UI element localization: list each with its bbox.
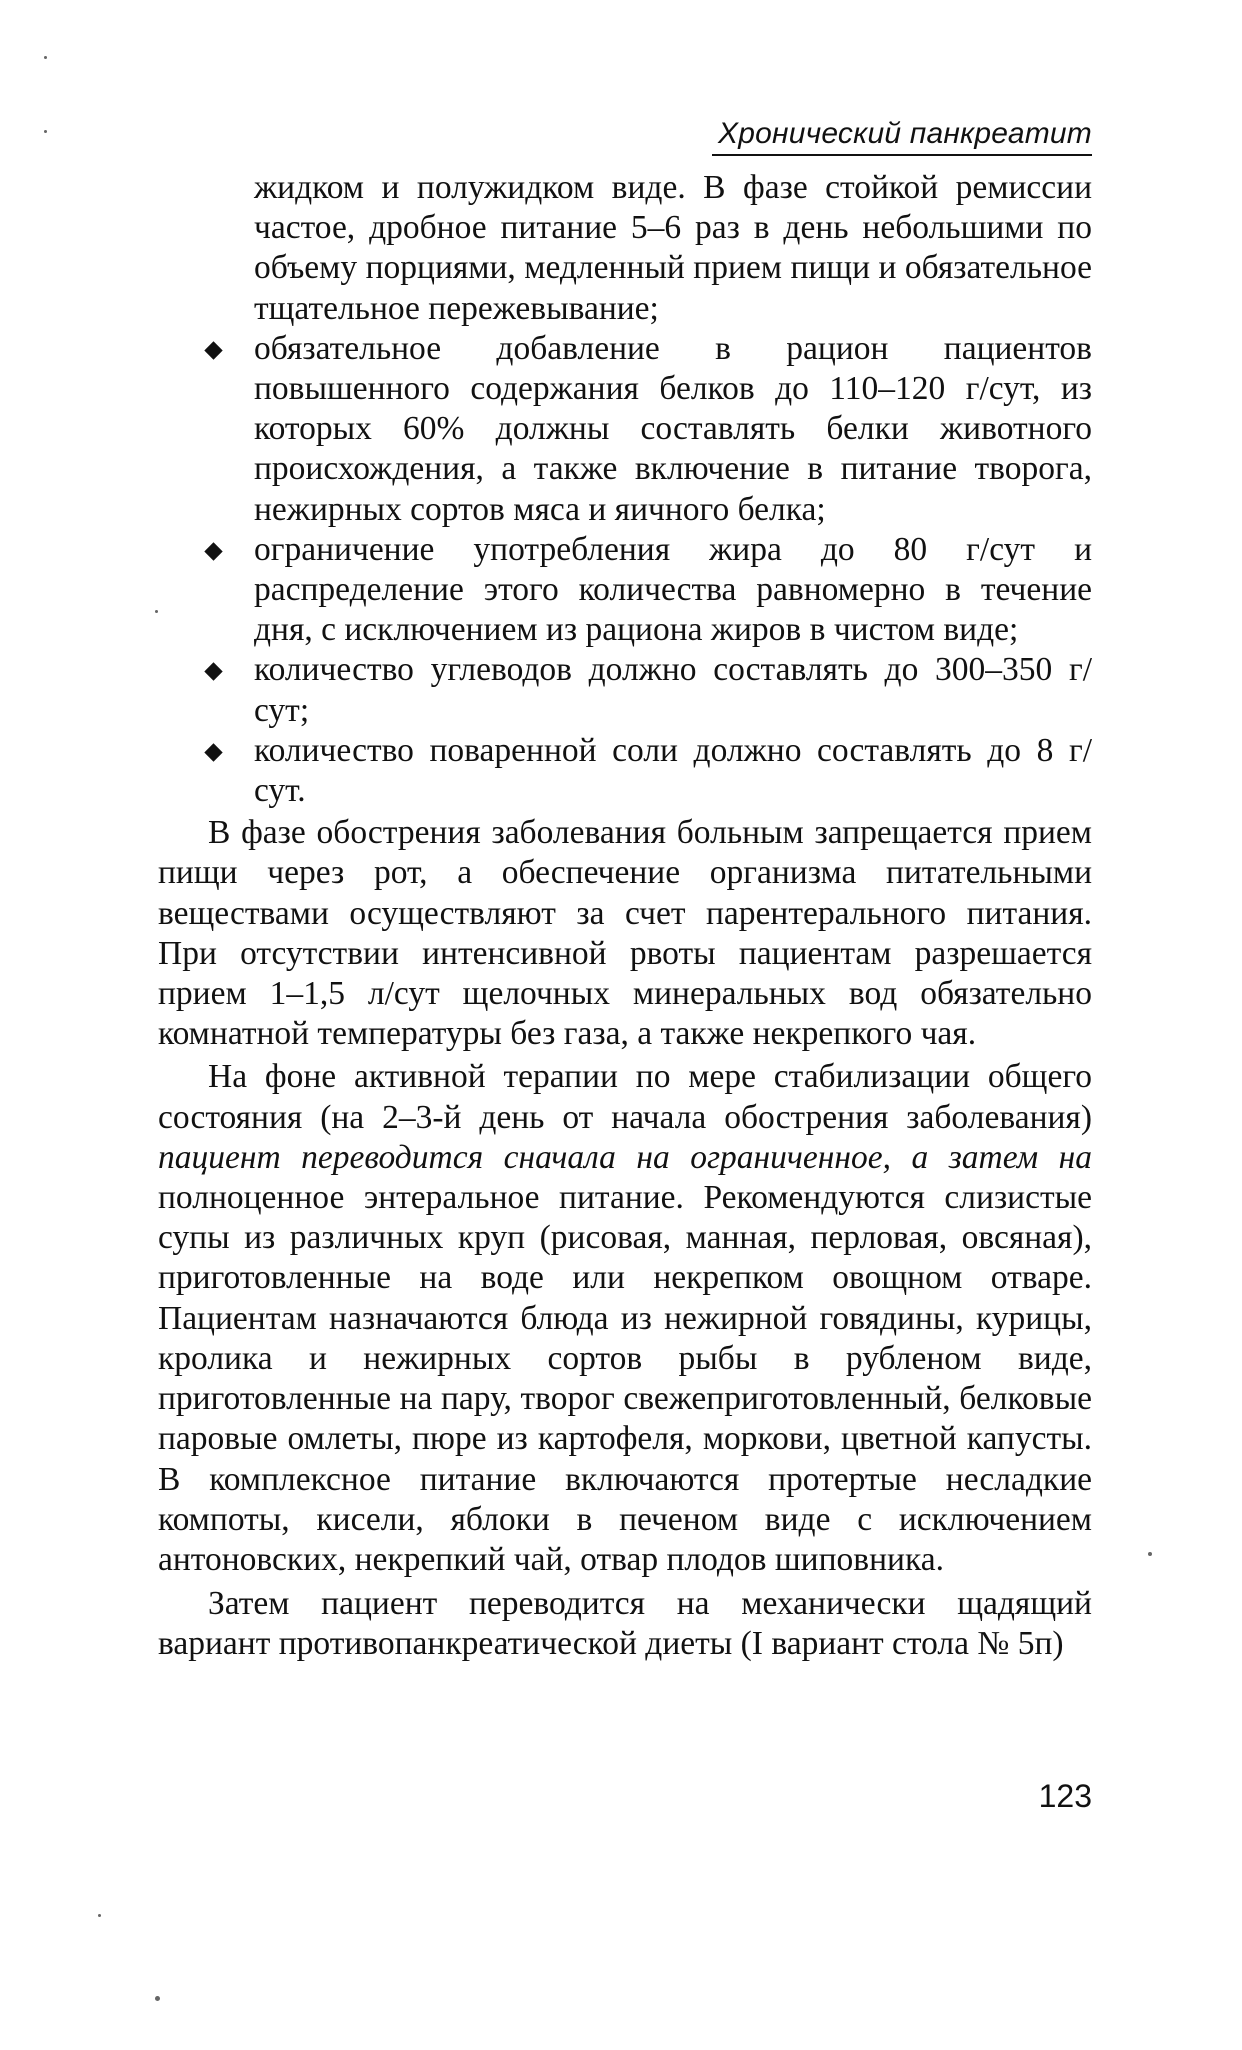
scan-speck xyxy=(44,130,47,133)
diamond-bullet-icon xyxy=(204,542,222,560)
list-item-text: обязательное добавление в рацион пациентов повышенного содержания белков до 110–120 г/сут, из которых 60% должны составлять белки животного происхождения, а также включение в питание творога, нежирных сортов мяса и яичного белка; xyxy=(254,329,1092,528)
list-item xyxy=(158,731,1092,811)
scan-speck xyxy=(1148,1552,1152,1556)
diamond-bullet-icon xyxy=(204,341,222,359)
scan-speck xyxy=(155,610,158,613)
paragraph-therapy xyxy=(158,1057,1092,1580)
paragraph-exacerbation: В фазе обострения заболевания больным запрещается прием пищи через рот, а обеспечение организма питательными веществами осуществляют за счет парентерального питания. При отсутствии интенсивной рвоты пациентам разрешается прием 1–1,5 л/сут щелочных минеральных вод обязательно комнатной температуры без газа, а также некрепкого чая. xyxy=(158,814,1092,1053)
emphasized-text: пациент переводится сначала на ограниченное, а затем на xyxy=(158,1138,1092,1176)
scan-speck xyxy=(155,1996,160,2001)
diamond-bullet-icon xyxy=(204,663,222,681)
page-number: 123 xyxy=(1038,1778,1092,1814)
paragraph-diet: Затем пациент переводится на механически щадящий вариант противопанкреатической диеты (I вариант стола № 5п) xyxy=(158,1585,1092,1663)
continuation-text: жидком и полужидком виде. В фазе стойкой ремиссии частое, дробное питание 5–6 раз в день небольшими по объему порциями, медленный прием пищи и обязательное тщательное пережевывание; xyxy=(254,169,1092,327)
list-item xyxy=(158,530,1092,651)
list-item-text: количество поваренной соли должно составлять до 8 г/сут. xyxy=(254,731,1092,810)
scan-speck xyxy=(44,56,47,59)
header-rule xyxy=(712,154,1092,156)
body-text xyxy=(158,168,1092,1665)
diamond-bullet-icon xyxy=(204,743,222,761)
scan-speck xyxy=(98,1914,101,1917)
list-item xyxy=(158,329,1092,530)
running-header: Хронический панкреатит xyxy=(718,117,1092,150)
list-item-text: количество углеводов должно составлять до 300–350 г/сут; xyxy=(254,651,1092,729)
list-item-text: ограничение употребления жира до 80 г/сут и распределение этого количества равномерно в течение дня, с исключением из рациона жиров в чистом виде; xyxy=(254,530,1092,649)
list-item xyxy=(158,650,1092,730)
paragraph-text: На фоне активной терапии по мере стабилизации общего состояния (на 2–3-й день от начала обострения заболевания) xyxy=(158,1058,1092,1136)
paragraph-text: полноценное энтеральное питание. Рекомендуются слизистые супы из различных круп (рисовая, манная, перловая, овсяная), приготовленные на воде или некрепком овощном отваре. Пациентам назначаются блюда из нежирной говядины, курицы, кролика и нежирных сортов рыбы в рубленом виде, приготовленные на пару, творог свежеприготовленный, белковые паровые омлеты, пюре из картофеля, моркови, цветной капусты. В комплексное питание включаются протертые несладкие компоты, кисели, яблоки в печеном виде с исключением антоновских, некрепкий чай, отвар плодов шиповника. xyxy=(158,1179,1092,1578)
bullet-list xyxy=(158,329,1092,811)
